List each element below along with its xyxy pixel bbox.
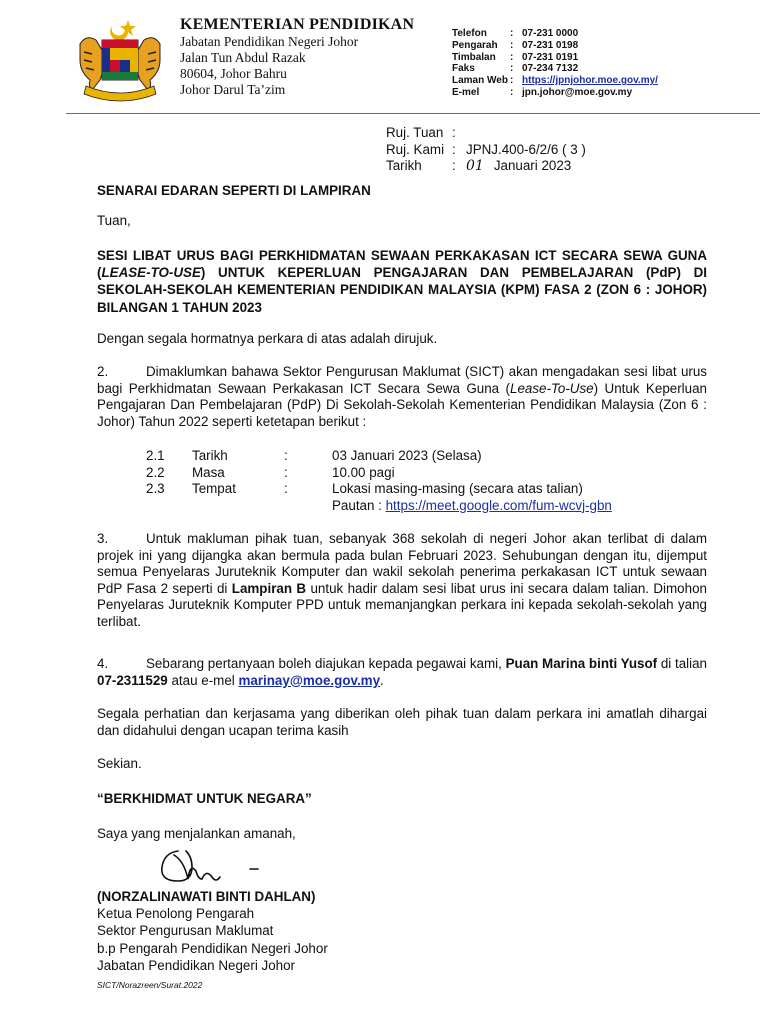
signatory-name: (NORZALINAWATI BINTI DAHLAN) bbox=[97, 889, 316, 904]
ref-colon: : bbox=[452, 125, 456, 140]
para-text: atau e-mel bbox=[167, 672, 239, 688]
contact-label: Pengarah bbox=[452, 39, 498, 51]
contact-colon: : bbox=[510, 39, 514, 51]
letterhead-divider bbox=[66, 113, 760, 114]
detail-label: Masa bbox=[192, 464, 225, 480]
detail-row bbox=[146, 465, 612, 482]
detail-sep: : bbox=[284, 448, 288, 463]
detail-sep: : bbox=[284, 464, 288, 480]
ministry-block bbox=[180, 16, 414, 98]
address-line: Johor Darul Ta’zim bbox=[180, 82, 286, 97]
address-line: Jalan Tun Abdul Razak bbox=[180, 50, 306, 65]
paragraph-1: Dengan segala hormatnya perkara di atas adalah dirujuk. bbox=[97, 331, 438, 346]
contact-block bbox=[452, 28, 658, 99]
contact-row bbox=[452, 63, 658, 75]
subject-text: ) UNTUK KEPERLUAN PENGAJARAN DAN PEMBELAJARAN (PdP) DI SEKOLAH-SEKOLAH KEMENTERIAN PENDIDIKAN MALAYSIA (KPM) FASA 2 (ZON 6 : JOHOR) BILANGAN 1 TAHUN 2023 bbox=[97, 265, 707, 315]
contact-value: 07-231 0191 bbox=[522, 51, 579, 63]
para-text: di talian bbox=[657, 656, 707, 671]
detail-num: 2.2 bbox=[146, 464, 165, 480]
detail-value: 10.00 pagi bbox=[332, 464, 395, 480]
para-number: 4. bbox=[97, 656, 109, 671]
subject-text: SESI LIBAT URUS BAGI PERKHIDMATAN SEWAAN PERKAKASAN ICT SECARA SEWA GUNA ( bbox=[97, 248, 707, 281]
contact-colon: : bbox=[510, 28, 514, 39]
recipient-line: SENARAI EDARAN SEPERTI DI LAMPIRAN bbox=[97, 183, 371, 198]
subject-heading bbox=[97, 247, 707, 316]
contact-person: Puan Marina binti Yusof bbox=[505, 656, 658, 671]
detail-value: Lokasi masing-masing (secara atas talian) bbox=[332, 481, 583, 496]
ref-colon: : bbox=[452, 158, 456, 173]
contact-row bbox=[452, 52, 658, 64]
contact-value: jpn.johor@moe.gov.my bbox=[522, 86, 633, 98]
para-text: Dimaklumkan bahawa Sektor Pengurusan Maklumat (SICT) akan mengadakan sesi libat urus bagi Perkhidmatan Sewaan Perkakasan ICT Secara Sewa Guna ( bbox=[97, 364, 707, 396]
contact-label: Timbalan bbox=[452, 51, 496, 63]
reference-block bbox=[386, 125, 586, 175]
para-text: Sebarang pertanyaan boleh diajukan kepada pegawai kami, bbox=[146, 656, 506, 671]
signature-icon bbox=[150, 845, 280, 890]
paragraph-4 bbox=[97, 656, 707, 689]
para-italic: Lease-To-Use bbox=[510, 380, 594, 396]
contact-phone: 07-2311529 bbox=[97, 672, 168, 688]
detail-num: 2.1 bbox=[146, 448, 165, 463]
file-reference: SICT/Norazreen/Surat.2022 bbox=[97, 980, 203, 990]
detail-row bbox=[146, 448, 612, 465]
detail-value: 03 Januari 2023 (Selasa) bbox=[332, 448, 482, 463]
contact-label: Telefon bbox=[452, 28, 487, 39]
paragraph-2 bbox=[97, 364, 707, 430]
detail-row bbox=[146, 498, 612, 515]
ruj-kami-value: JPNJ.400-6/2/6 ( 3 ) bbox=[466, 141, 586, 157]
ruj-tuan-label: Ruj. Tuan bbox=[386, 125, 444, 140]
ref-colon: : bbox=[452, 141, 456, 157]
para-number: 2. bbox=[97, 364, 109, 379]
meeting-link[interactable]: https://meet.google.com/fum-wcvj-gbn bbox=[385, 497, 612, 513]
trust-line: Saya yang menjalankan amanah, bbox=[97, 826, 296, 841]
contact-value: 07-231 0198 bbox=[522, 39, 579, 51]
para-text: Untuk makluman pihak tuan, sebanyak 368 sekolah di negeri Johor akan terlibat di dalam projek ini yang dijangka akan bermula pada bulan Februari 2023. Sehubungan dengan itu, dijemput semua Penyelaras Juruteknik Komputer dan wakil sekolah penerima perkakasan ICT untuk sewaan PdP Fasa 2 seperti di bbox=[97, 531, 707, 596]
malaysia-coat-of-arms-icon bbox=[72, 14, 168, 104]
contact-value: 07-234 7132 bbox=[522, 63, 579, 75]
signatory-line: b.p Pengarah Pendidikan Negeri Johor bbox=[97, 941, 328, 956]
tarikh-day-handwritten: 01 bbox=[466, 158, 484, 174]
contact-value: 07-231 0000 bbox=[522, 28, 579, 39]
contact-colon: : bbox=[510, 51, 514, 63]
subject-italic: LEASE-TO-USE bbox=[101, 265, 201, 281]
pautan-label: Pautan : bbox=[332, 497, 386, 513]
closing: Sekian. bbox=[97, 756, 142, 771]
contact-row bbox=[452, 40, 658, 52]
ruj-kami-label: Ruj. Kami bbox=[386, 141, 445, 157]
detail-label: Tempat bbox=[192, 481, 236, 496]
contact-colon: : bbox=[510, 75, 514, 87]
contact-colon: : bbox=[510, 86, 514, 98]
detail-num: 2.3 bbox=[146, 481, 165, 496]
session-details bbox=[146, 448, 612, 514]
para-number: 3. bbox=[97, 531, 109, 546]
detail-row bbox=[146, 481, 612, 498]
signatory-line: Sektor Pengurusan Maklumat bbox=[97, 923, 274, 938]
address-line: 80604, Johor Bahru bbox=[180, 66, 287, 81]
tarikh-month-year: Januari 2023 bbox=[493, 158, 572, 173]
salutation: Tuan, bbox=[97, 213, 131, 228]
contact-colon: : bbox=[510, 63, 514, 75]
contact-label: Faks bbox=[452, 63, 475, 75]
ministry-name: KEMENTERIAN PENDIDIKAN bbox=[180, 16, 415, 33]
contact-row bbox=[452, 87, 658, 99]
contact-row bbox=[452, 75, 658, 87]
contact-email-link[interactable]: marinay@moe.gov.my bbox=[238, 672, 381, 688]
contact-label: Laman Web bbox=[452, 75, 508, 87]
paragraph-5: Segala perhatian dan kerjasama yang diberikan oleh pihak tuan dalam perkara ini amatlah dihargai dan didahului dengan ucapan terima kasih bbox=[97, 706, 707, 738]
signatory-line: Ketua Penolong Pengarah bbox=[97, 906, 255, 921]
para-text: ) Untuk Keperluan Pengajaran Dan Pembelajaran (PdP) Di Sekolah-Sekolah Kementerian Pendidikan Malaysia (Zon 6 : Johor) Tahun 2022 seperti ketetapan berikut : bbox=[97, 380, 707, 429]
motto: “BERKHIDMAT UNTUK NEGARA” bbox=[97, 791, 312, 806]
website-link[interactable]: https://jpnjohor.moe.gov.my/ bbox=[522, 75, 658, 87]
contact-row bbox=[452, 28, 658, 40]
detail-sep: : bbox=[284, 481, 288, 496]
para-text: untuk hadir dalam sesi libat urus ini secara dalam talian. Dimohon Penyelaras Juruteknik Komputer PPD untuk memanjangkan perkara ini kepada sekolah-sekolah yang terlibat. bbox=[97, 580, 707, 629]
paragraph-3 bbox=[97, 531, 707, 631]
signatory-line: Jabatan Pendidikan Negeri Johor bbox=[97, 958, 296, 973]
lampiran-b: Lampiran B bbox=[231, 580, 307, 596]
tarikh-label: Tarikh bbox=[386, 158, 422, 173]
address-line: Jabatan Pendidikan Negeri Johor bbox=[180, 34, 359, 49]
para-text: . bbox=[380, 672, 384, 688]
detail-label: Tarikh bbox=[192, 448, 228, 463]
contact-label: E-mel bbox=[452, 86, 480, 98]
